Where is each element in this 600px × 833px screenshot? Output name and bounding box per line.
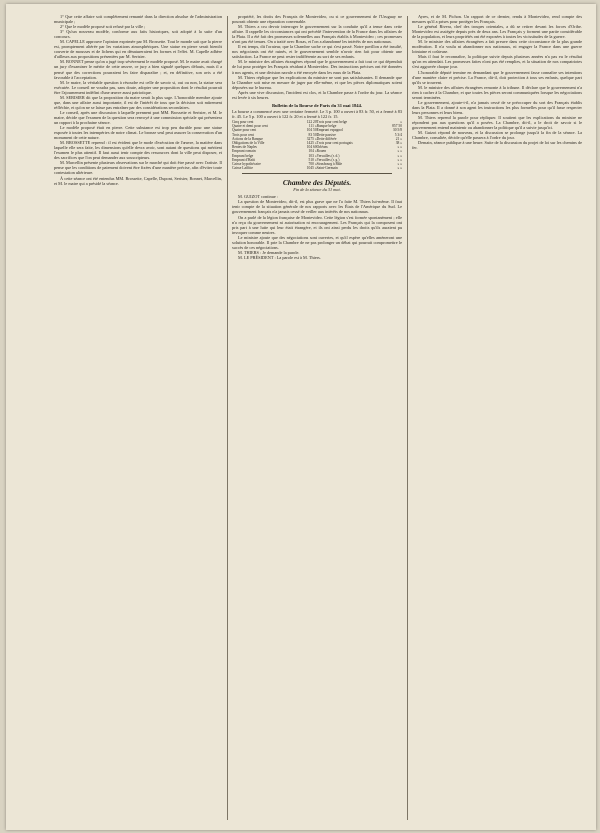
- table-cell: » »: [397, 166, 402, 171]
- paragraph: Le gouvernement, ajoute-t-il, n'a jamais cessé de se préoccuper du sort des Français établis dans la Plata. Il a donné à son agent les instructions les plus formelles pour qu'il fasse respecter leurs personnes et leurs biens.: [412, 99, 584, 115]
- table-cell: »: [400, 119, 402, 124]
- paragraph: M. Thiers reprend la parole pour répliquer. Il soutient que les explications du ministre ne répondent pas aux questions qu'il a posées. La Chambre, dit-il, a le droit de savoir si le gouvernement entend maintenir ou abandonner la politique qu'il a suivie jusqu'ici.: [412, 114, 584, 131]
- column-rule: [407, 16, 408, 820]
- paragraph: Il est temps, dit l'orateur, que la Chambre sache ce qui s'est passé. Notre pavillon a été insulté, nos négociants ont été ruinés, et le gouvernement semble n'avoir rien fait pour obtenir une satisfaction. La France ne peut rester indifférente au sort de ses enfants.: [232, 44, 404, 60]
- table-row: [232, 166, 402, 170]
- table-cell: Actions de la Banque: [232, 136, 263, 141]
- table-cell: Trois pour cent belge: [316, 119, 348, 124]
- paragraph: M. BONNET pense qu'on a jugé trop sévèrement le modèle proposé. M. le maire avait chargé un jury d'examiner le mérite de cette œuvre, ce jury a bien signalé quelques défauts, mais il a pensé que des corrections pourraient les faire disparaître ; et, en définitive, son avis a été favorable à l'acceptation.: [54, 59, 224, 80]
- table-cell: Rouen: [316, 149, 327, 154]
- paragraph: propriété, les droits des Français de Montevideo, ou si ce gouvernement de l'Uruguay ne pourrait obtenir une réparation convenable.: [232, 14, 404, 25]
- paragraph: M. GUIZOT continue :: [238, 194, 279, 200]
- paragraph: L'honorable député termine en demandant que le gouvernement fasse connaître ses intentions d'une manière claire et précise. La France, dit-il, doit protection à tous ses enfants, quelque part qu'ils se trouvent.: [412, 69, 584, 85]
- paragraph: Ayres, et de M. Pichon. Un rapport de ce dernier, rendu à Montevideo, rend compte des mesures qu'il a prises pour protéger les Français.: [412, 14, 584, 25]
- table-cell: 30 5/8: [392, 128, 402, 133]
- table-cell: 83 50: [308, 132, 317, 137]
- paragraph: Mais il faut le reconnaître, la politique suivie depuis plusieurs années n'a pas eu le résultat qu'on en attendait. Les promesses faites n'ont pas été remplies, et la situation de nos compatriotes s'est aggravée chaque jour.: [412, 54, 584, 70]
- bourse-title: Bulletin de la Bourse de Paris du 31 mai 1844.: [271, 102, 363, 108]
- table-cell: » »: [397, 157, 402, 162]
- chambre-title: Chambre des Députés.: [282, 178, 352, 188]
- table-cell: 111 »: [308, 124, 317, 129]
- paragraph: On a parlé de la légion française de Montevideo. Cette légion s'est formée spontanément ; elle n'a reçu du gouvernement ni autorisation ni encouragement. Les Français qui la composent ont pris part à une lutte qui leur était étrangère, et ils ont ainsi perdu les droits qu'ils auraient pu invoquer comme neutres.: [232, 214, 404, 235]
- table-cell: 38 »: [395, 140, 402, 145]
- column-3-paragraphs: [412, 14, 582, 150]
- table-cell: 700 »: [308, 161, 317, 166]
- column-2-lead-paragraphs: [232, 14, 402, 100]
- paragraph: M. BROSSETTE reprend : il est évident que le mode d'exécution de l'œuvre, la matière dans laquelle elle sera faite, les dimensions qu'elle devra avoir, sont autant de questions qui méritent l'examen le plus attentif. Il faut aussi tenir compte des ressources dont la ville peut disposer, et des sacrifices que l'on peut demander aux souscripteurs.: [54, 140, 224, 161]
- table-cell: Saint-Germain: [316, 166, 338, 171]
- table-cell: Banque belge: [316, 124, 337, 129]
- table-cell: Dette passive: [316, 132, 336, 137]
- table-cell: 857 50: [392, 124, 402, 129]
- chambre-paragraphs: [232, 194, 402, 260]
- table-cell: Quatre et demi pour cent: [232, 124, 268, 129]
- column-rule: [227, 16, 228, 820]
- section-divider: [242, 173, 392, 174]
- paragraph: Le ministre ajoute que des négociations sont ouvertes, et qu'il espère qu'elles amèneront une solution honorable. Il prie la Chambre de ne pas prolonger un débat qui pourrait compromettre le succès de ces négociations.: [232, 234, 404, 250]
- table-cell: 3275 »: [306, 136, 317, 141]
- table-cell: Versailles (r. d.): [316, 153, 340, 158]
- table-cell: Trois pour cent: [232, 132, 254, 137]
- paragraph: 1° Que cette affaire soit complètement remanié dans la direction absolue de l'administration municipale ;: [54, 14, 224, 25]
- column-1-paragraphs-b: [54, 125, 222, 186]
- newspaper-page: [6, 4, 596, 830]
- paragraph: M. SERISIER dit que la proposition du maire serait la plus sage. L'honorable membre ajoute que, dans une affaire aussi importante, il est de l'intérêt de tous que la décision soit mûrement réfléchie, et qu'on ne se laisse pas entraîner par des considérations secondaires.: [54, 94, 224, 110]
- table-cell: Emprunt d'Haïti: [232, 157, 256, 162]
- paragraph: M. Thiers a cru devoir interroger le gouvernement sur la conduite qu'il a tenue dans cette affaire. Il rappelle les circonstances qui ont précédé l'intervention de la France dans les affaires de la Plata. Il a été fait des promesses solennelles aux Français établis à Montevideo ; ces promesses n'ont pas été tenues. On a traité avec Rosas, et l'on a abandonné les intérêts de nos nationaux.: [232, 24, 404, 45]
- table-cell: Cinq pour cent: [232, 119, 254, 124]
- paragraph: 2° Que le modèle proposé soit refusé par la ville ;: [60, 24, 146, 30]
- chambre-subtitle: Fin de la séance du 31 mai.: [293, 187, 341, 193]
- column-2: [232, 14, 402, 822]
- table-cell: 21 »: [395, 136, 402, 141]
- table-cell: Quatre pour cent: [232, 128, 257, 133]
- table-cell: » »: [397, 153, 402, 158]
- table-cell: 5 3/4: [394, 132, 402, 137]
- table-cell: » »: [397, 149, 402, 154]
- table-cell: 104 »: [308, 149, 317, 154]
- table-cell: Caisse Laffitte: [232, 166, 253, 171]
- paragraph: M. CAPELLE approuve l'opinion exprimée par M. Brossette. Tout le monde sait que la pierre est, promptement altérée par les variations atmosphériques. Une statue en pierre serait bientôt couverte de mousses et de lichens qui en dénatureraient les formes et l'effet. M. Capelle adhère d'ailleurs aux propositions présentées par M. Serisier.: [54, 39, 224, 60]
- paragraph: M. le maire, la véritable question à résoudre est celle de savoir si, oui ou non, la statue sera exécutée. Le conseil ne voudra pas, sans doute, adopter une proposition dont le résultat pourrait être l'ajournement indéfini d'une œuvre aussi patriotique.: [54, 79, 224, 95]
- paragraph: Demain, séance publique à une heure. Suite de la discussion du projet de loi sur les chemins de fer.: [412, 140, 584, 151]
- paragraph: M. THIERS : Je demande la parole.: [238, 249, 300, 255]
- table-cell: Emprunt belge: [232, 153, 254, 158]
- paragraph: Le conseil, après une discussion à laquelle prennent part MM. Brossette et Serisier, et M. le maire, décide que l'examen de la question sera renvoyé à une commission spéciale qui présentera un rapport à la prochaine séance.: [54, 109, 224, 125]
- paragraph: Après une vive discussion, l'incident est clos, et la Chambre passe à l'ordre du jour. La séance est levée à six heures.: [232, 89, 404, 100]
- paragraph: Le général Rivera, chef des troupes orientales, a dû se retirer devant les forces d'Oribe. Montevideo est assiégée depuis près de deux ans. Les Français y forment une partie considérable de la population, et leurs propriétés ont été exposées à toutes les vicissitudes de la guerre.: [412, 24, 584, 40]
- bourse-intro: La bourse a commencé avec une certaine fermeté. Le 3 p. 100 a ouvert à 83 fr. 50, et a fermé à 83 fr. 45. Le 5 p. 100 a ouvert à 122 fr. 20 et a fermé à 122 fr. 15.: [232, 108, 404, 119]
- table-cell: Orléans: [316, 145, 328, 150]
- table-cell: Versailles (r. g.): [316, 157, 340, 162]
- paragraph: 3° Qu'un nouveau modèle, conforme aux faits historiques, soit adopté à la suite d'un concours.: [54, 29, 224, 40]
- paragraph: La question de Montevideo, dit-il, est plus grave que ne l'a faite M. Thiers lui-même. Il faut tenir compte de la situation générale de nos rapports avec les États de l'Amérique du Sud. Le gouvernement français n'a jamais cessé de veiller aux intérêts de nos nationaux.: [232, 199, 404, 215]
- paragraph: M. le ministre des affaires étrangères remonte à la tribune. Il déclare que le gouvernement n'a rien à cacher à la Chambre, et que toutes les pièces seront communiquées lorsque les négociations seront terminées.: [412, 84, 584, 100]
- table-cell: Emprunt espagnol: [316, 128, 343, 133]
- column-1-paragraphs-a: [54, 14, 222, 125]
- table-cell: 510 »: [308, 157, 317, 162]
- table-cell: Dette différée: [316, 136, 337, 141]
- paragraph: M. Marcellin présente plusieurs observations sur le marché qui doit être passé avec l'artiste. Il pense que les conditions de paiement doivent être fixées d'une manière précise, afin d'éviter toute contestation ultérieure.: [54, 160, 224, 176]
- paragraph: M. LE PRÉSIDENT : La parole est à M. Thiers.: [238, 254, 321, 260]
- table-cell: 1045 »: [306, 166, 317, 171]
- table-cell: 1425 »: [306, 140, 317, 145]
- table-cell: Caisse hypothécaire: [232, 161, 261, 166]
- table-cell: Strasbourg à Bâle: [316, 161, 343, 166]
- table-cell: » »: [397, 145, 402, 150]
- paragraph: M. Guizot répond de nouveau, et la discussion se prolonge jusqu'à la fin de la séance. La Chambre, consultée, décide qu'elle passera à l'ordre du jour.: [412, 130, 584, 141]
- table-cell: 122 20: [306, 119, 317, 124]
- bourse-table: [232, 120, 402, 170]
- table-cell: » »: [397, 161, 402, 166]
- paragraph: M. le ministre des affaires étrangères répond que le gouvernement a fait tout ce qui dépendait de lui pour protéger les Français résidant à Montevideo. Des instructions précises ont été données à nos agents, et une division navale a été envoyée dans les eaux de la Plata.: [232, 59, 404, 75]
- table-cell: Trois pour cent portugais: [316, 140, 353, 145]
- table-cell: 104 60: [306, 145, 317, 150]
- table-cell: 104 50: [306, 128, 317, 133]
- paragraph: Le modèle proposé était en pierre. Cette substance est trop peu durable pour une statue exposée à toutes les intempéries de notre climat. Le bronze seul peut assurer la conservation d'un monument de cette nature.: [54, 125, 224, 141]
- table-cell: Obligations de la Ville: [232, 140, 265, 145]
- paragraph: M. Thiers réplique que les explications du ministre ne sont pas satisfaisantes. Il demande que la Chambre soit mise en mesure de juger par elle-même, et que les pièces diplomatiques soient déposées sur le bureau.: [232, 74, 404, 90]
- table-cell: 103 »: [308, 153, 317, 158]
- paragraph: M. le ministre des affaires étrangères a fait preuve dans cette circonstance de la plus grande modération. Il n'a voulu ni abandonner nos nationaux, ni engager la France dans une guerre lointaine et coûteuse.: [412, 39, 584, 55]
- table-cell: Rentes de Naples: [232, 145, 257, 150]
- column-1: [54, 14, 222, 822]
- paragraph: À cette séance ont été entendus MM. Brossette, Capelle, Dupont, Serisier, Bonnet, Marcellin, et M. le maire qui a présidé la séance.: [54, 175, 224, 186]
- column-3: [412, 14, 582, 822]
- table-cell: Emprunt romain: [232, 149, 256, 154]
